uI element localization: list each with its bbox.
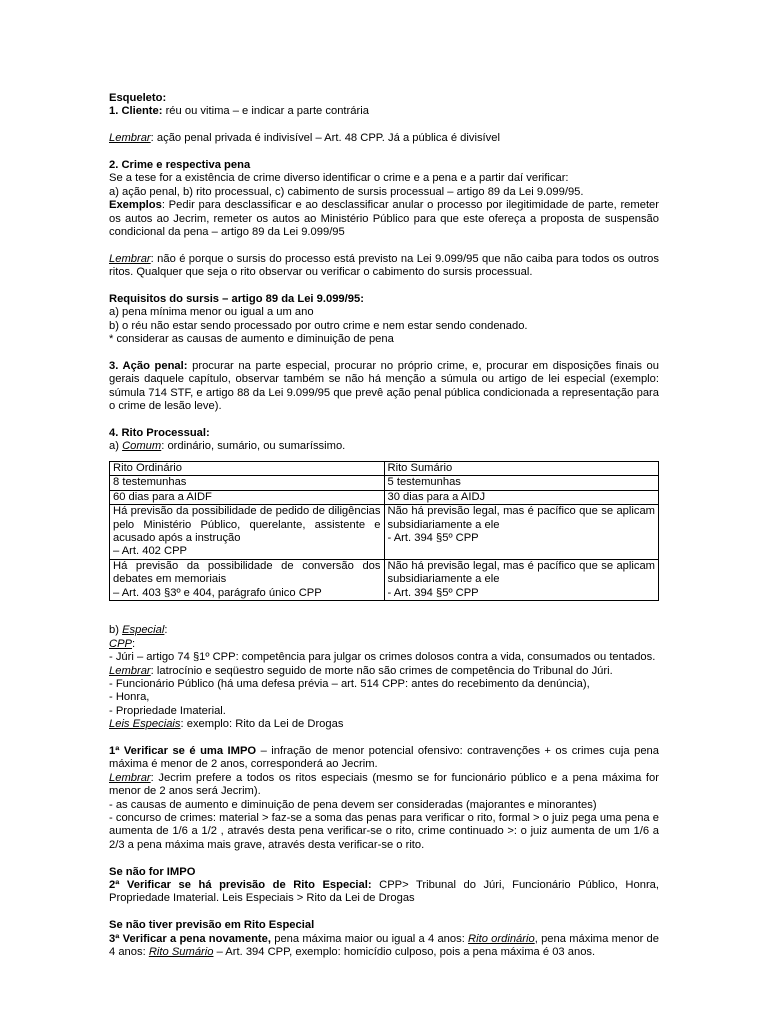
- section-2-line-1: Se a tese for a existência de crime diverso identificar o crime e a pena e a partir daí verificar:: [109, 172, 569, 185]
- table-cell: 5 testemunhas: [384, 476, 659, 490]
- verificacao-1-lembrar: Lembrar: Jecrim prefere a todos os ritos especiais (mesmo se for funcionário público e a pena máxima for menor de 2 anos será Jecrim).: [109, 771, 659, 798]
- section-3-acao-penal: 3. Ação penal: procurar na parte especial, procurar no próprio crime, e, procurar em disposições finais ou gerais daquele capítulo, observar também se não há menção a súmula ou artigo de lei especial (exemplo: súmula 714 STF, e artigo 88 da Lei 9.099/95 que prevê ação penal pública condicionada a representação para o crime de lesão leve).: [109, 360, 659, 413]
- especial-label: Especial: [122, 624, 165, 637]
- table-header-ordinario: Rito Ordinário: [110, 461, 385, 475]
- requisitos-heading: Requisitos do sursis – artigo 89 da Lei 9.099/95:: [109, 293, 364, 306]
- rito-ordinario-label: Rito ordinário: [468, 932, 535, 945]
- table-row: [110, 490, 659, 504]
- cpp-label: CPP: [109, 637, 133, 650]
- propriedade-item: - Propriedade Imaterial.: [109, 704, 226, 717]
- table-cell: 60 dias para a AIDF: [110, 490, 385, 504]
- requisito-b: b) o réu não estar sendo processado por outro crime e nem estar sendo condenado.: [109, 319, 528, 332]
- verificacao-3: 3ª Verificar a pena novamente, pena máxima maior ou igual a 4 anos: Rito ordinário, pena máxima menor de 4 anos: Rito Sumário – Art. 394 CPP, exemplo: homicídio culposo, pois a pena máxima é 03 anos.: [109, 932, 659, 959]
- lembrar-label: Lembrar: [109, 132, 151, 145]
- table-cell: Há previsão da possibilidade de pedido de diligências pelo Ministério Público, querelante, assistente e acusado após a instrução – Art. 402 CPP: [110, 505, 385, 560]
- verificacao-1: 1ª Verificar se é uma IMPO – infração de menor potencial ofensivo: contravenções + os crimes cuja pena máxima é menor de 2 anos, corresponderá ao Jecrim.: [109, 744, 659, 771]
- lembrar-label: Lembrar: [109, 664, 151, 677]
- section-4-heading: 4. Rito Processual:: [109, 427, 210, 440]
- section-2-exemplos: Exemplos: Pedir para desclassificar e ao desclassificar anular o processo por ilegitimidade de parte, remeter os autos ao Jecrim, remeter os autos ao Ministério Público para que este ofereça a proposta de suspensão condicional da pena – artigo 89 da Lei 9.099/95: [109, 199, 659, 239]
- honra-item: - Honra,: [109, 691, 150, 704]
- table-cell: 8 testemunhas: [110, 476, 385, 490]
- table-cell: 30 dias para a AIDJ: [384, 490, 659, 504]
- table-row: [110, 559, 659, 600]
- verificacao-1-causas: - as causas de aumento e diminuição de pena devem ser consideradas (majorantes e minorantes): [109, 798, 597, 811]
- nao-impo-heading: Se não for IMPO: [109, 865, 196, 878]
- nao-previsao-heading: Se não tiver previsão em Rito Especial: [109, 919, 315, 932]
- section-1-cliente: 1. Cliente: réu ou vitima – e indicar a parte contrária: [109, 105, 369, 118]
- rito-sumario-label: Rito Sumário: [148, 946, 214, 959]
- section-1-heading: 1. Cliente:: [109, 105, 163, 118]
- section-4-comum: a) Comum: ordinário, sumário, ou sumaríssimo.: [109, 440, 346, 453]
- comum-label: Comum: [122, 440, 162, 453]
- juri-lembrar: Lembrar: latrocínio e seqüestro seguido de morte não são crimes de competência do Tribunal do Júri.: [109, 664, 613, 677]
- verificacao-2-heading: 2ª Verificar se há previsão de Rito Especial:: [109, 879, 372, 892]
- section-1-lembrar: Lembrar: ação penal privada é indivisível – Art. 48 CPP. Já a pública é divisível: [109, 132, 500, 145]
- requisito-note: * considerar as causas de aumento e diminuição de pena: [109, 333, 394, 346]
- verificacao-2: 2ª Verificar se há previsão de Rito Especial: CPP> Tribunal do Júri, Funcionário Público, Honra, Propriedade Imaterial. Leis Especiais > Rito da Lei de Drogas: [109, 879, 659, 905]
- especial-line: b) Especial:: [109, 624, 168, 637]
- esqueleto-heading: Esqueleto:: [109, 92, 167, 104]
- table-cell: Não há previsão legal, mas é pacífico que se aplicam subsidiariamente a ele - Art. 394 §5º CPP: [384, 559, 659, 600]
- table-cell: Não há previsão legal, mas é pacífico que se aplicam subsidiariamente a ele - Art. 394 §5º CPP: [384, 505, 659, 560]
- cpp-line: CPP:: [109, 637, 136, 650]
- table-row: [110, 505, 659, 560]
- table-header-sumario: Rito Sumário: [384, 461, 659, 475]
- juri-item: - Júri – artigo 74 §1º CPP: competência para julgar os crimes dolosos contra a vida, consumados ou tentados.: [109, 651, 656, 664]
- section-2-line-2: a) ação penal, b) rito processual, c) cabimento de sursis processual – artigo 89 da Lei 9.099/95.: [109, 185, 584, 198]
- verificacao-1-concurso: - concurso de crimes: material > faz-se a soma das penas para verificar o rito, formal > o juiz pega uma pena e aumenta de 1/6 a 1/2 , através desta pena verificar-se o rito, crime continuado >: o juiz aumenta de um 1/6 a 2/3 a pena máxima mais grave, através desta verificar-se o rito.: [109, 812, 659, 851]
- exemplos-label: Exemplos: [109, 199, 162, 212]
- table-row: [110, 476, 659, 490]
- funcionario-item: - Funcionário Público (há uma defesa prévia – art. 514 CPP: antes do recebimento da denúncia),: [109, 677, 590, 690]
- verificacao-1-heading: 1ª Verificar se é uma IMPO: [109, 744, 257, 757]
- document-content: [109, 92, 659, 959]
- lembrar-label: Lembrar: [109, 771, 151, 784]
- lembrar-label: Lembrar: [109, 252, 151, 265]
- leis-especiais-line: Leis Especiais: exemplo: Rito da Lei de Drogas: [109, 718, 344, 731]
- section-2-heading: 2. Crime e respectiva pena: [109, 159, 251, 171]
- requisito-a: a) pena mínima menor ou igual a um ano: [109, 306, 314, 319]
- section-3-heading: 3. Ação penal:: [109, 360, 188, 373]
- section-2-lembrar: Lembrar: não é porque o sursis do processo está previsto na Lei 9.099/95 que não caiba para todos os outros ritos. Qualquer que seja o rito observar ou verificar o cabimento do sursis processual.: [109, 252, 659, 279]
- table-cell: Há previsão da possibilidade de conversão dos debates em memoriais – Art. 403 §3º e 404, parágrafo único CPP: [110, 559, 385, 600]
- ritos-table: [109, 461, 659, 601]
- table-header-row: [110, 461, 659, 475]
- leis-especiais-label: Leis Especiais: [109, 718, 181, 731]
- verificacao-3-heading: 3ª Verificar a pena novamente,: [109, 932, 271, 945]
